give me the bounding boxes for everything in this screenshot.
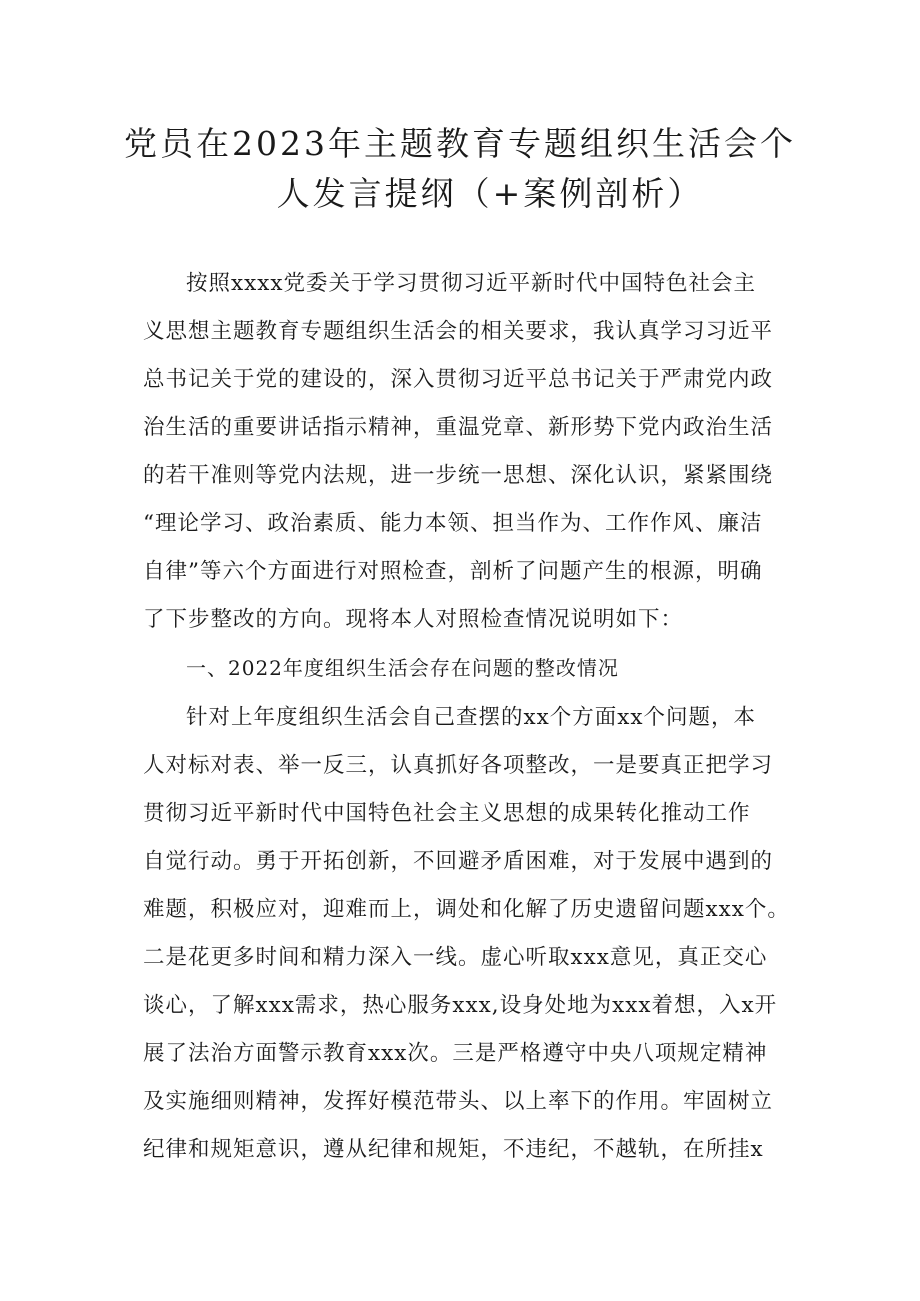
paragraph-2-line: 及实施细则精神，发挥好模范带头、以上率下的作用。牢固树立	[143, 1089, 774, 1114]
paragraph-2-line: 难题，积极应对，迎难而上，调处和化解了历史遗留问题xxx个。	[143, 897, 790, 922]
paragraph-1-line: 了下步整改的方向。现将本人对照检查情况说明如下：	[143, 607, 684, 632]
paragraph-2-line: 纪律和规矩意识，遵从纪律和规矩，不违纪，不越轨，在所挂x	[143, 1137, 764, 1162]
section-1-heading: 一、2022年度组织生活会存在问题的整改情况	[186, 656, 619, 680]
paragraph-2-line: 针对上年度组织生活会自己查摆的xx个方面xx个问题，本	[186, 705, 757, 730]
paragraph-1-line: 义思想主题教育专题组织生活会的相关要求，我认真学习习近平	[143, 319, 774, 344]
paragraph-1-line: 按照xxxx党委关于学习贯彻习近平新时代中国特色社会主	[186, 271, 757, 296]
paragraph-1-line: 总书记关于党的建设的，深入贯彻习近平总书记关于严肃党内政	[143, 367, 774, 392]
paragraph-2-line: 自觉行动。勇于开拓创新，不回避矛盾困难，对于发展中遇到的	[143, 849, 774, 874]
paragraph-2-line: 谈心，了解xxx需求，热心服务xxx,设身处地为xxx着想，入x开	[143, 993, 778, 1018]
paragraph-1-line: 自律”等六个方面进行对照检查，剖析了问题产生的根源，明确	[143, 559, 763, 584]
paragraph-2-line: 展了法治方面警示教育xxx次。三是严格遵守中央八项规定精神	[143, 1041, 768, 1066]
paragraph-1-line: “理论学习、政治素质、能力本领、担当作为、工作作风、廉洁	[143, 511, 763, 536]
paragraph-1-line: 治生活的重要讲话指示精神，重温党章、新形势下党内政治生活	[143, 415, 774, 440]
document-title-line-2: 人发言提纲（+案例剖析）	[276, 174, 704, 213]
paragraph-1-line: 的若干准则等党内法规，进一步统一思想、深化认识，紧紧围绕	[143, 463, 774, 488]
document-title-line-1: 党员在2023年主题教育专题组织生活会个	[124, 124, 796, 163]
paragraph-2-line: 人对标对表、举一反三，认真抓好各项整改，一是要真正把学习	[143, 753, 774, 778]
paragraph-2-line: 二是花更多时间和精力深入一线。虚心听取xxx意见，真正交心	[143, 945, 768, 970]
paragraph-2-line: 贯彻习近平新时代中国特色社会主义思想的成果转化推动工作	[143, 801, 751, 826]
